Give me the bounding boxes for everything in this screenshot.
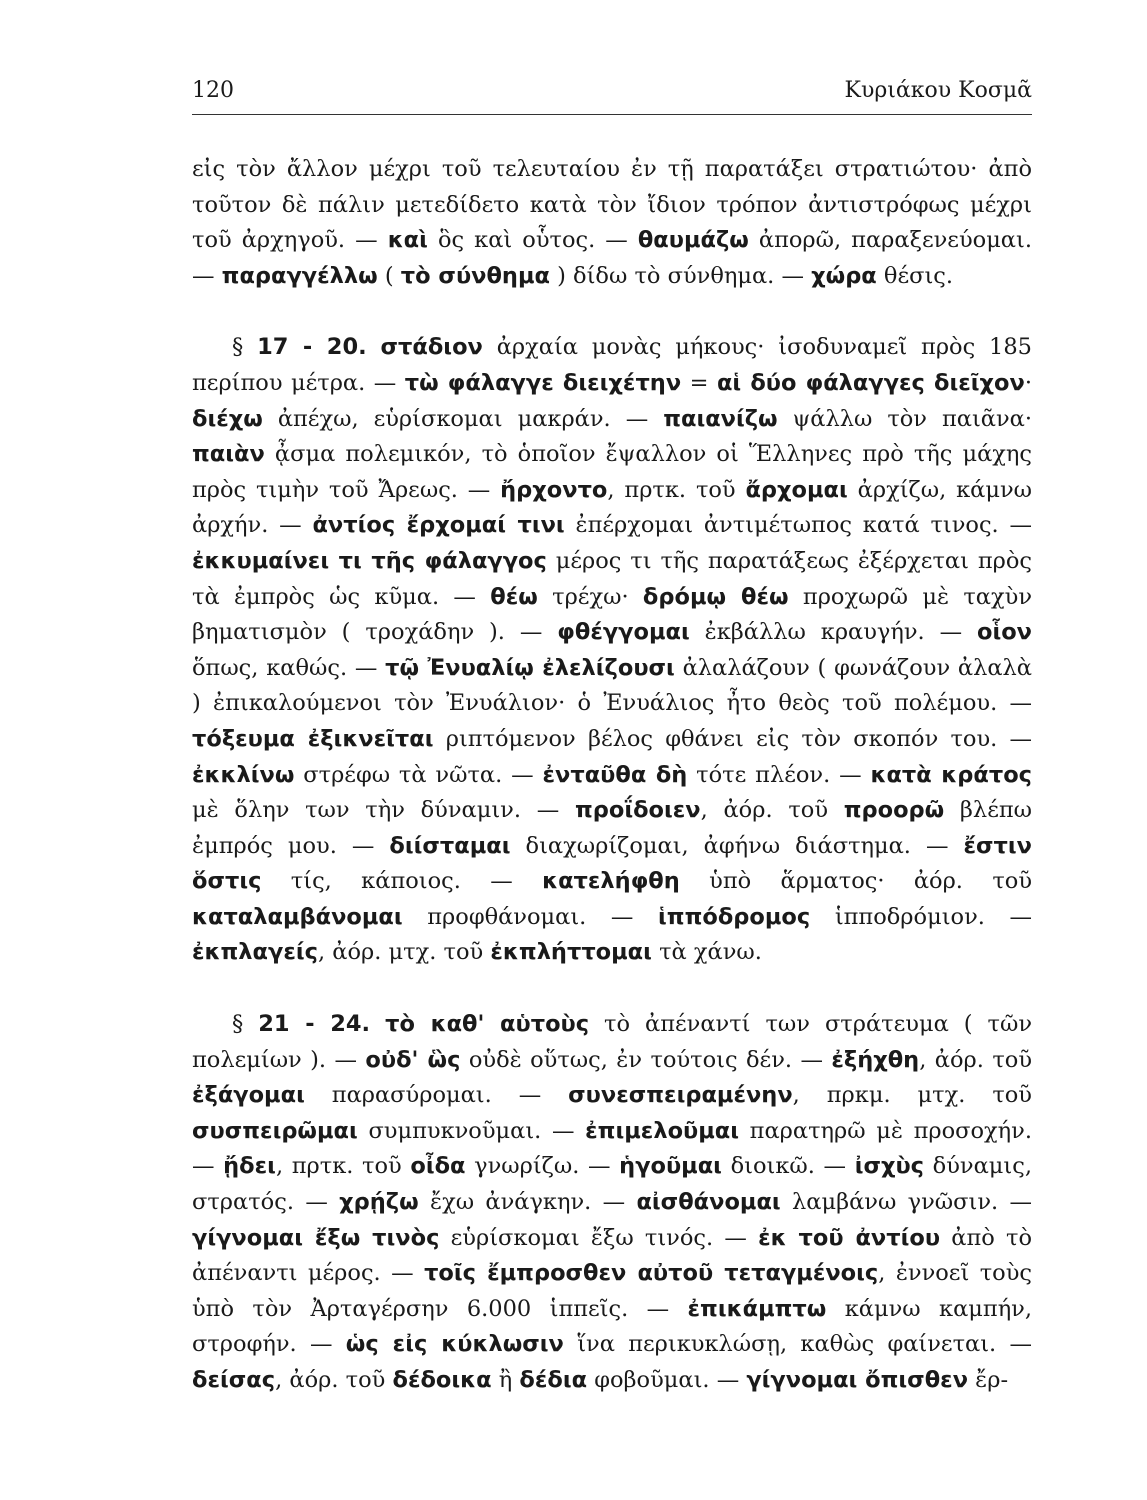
gloss-text: δύναμις, στρατός. — (192, 1153, 1032, 1216)
gloss-text: ἵνα περικυκλώσῃ, καθὼς φαίνεται. — (563, 1331, 1033, 1358)
gloss-text: ἀπέχω, εὑρίσκομαι μακράν. — (262, 405, 664, 432)
gloss-text: , ἀόρ. μτχ. τοῦ (317, 939, 491, 966)
lemma-term: οὐδ' ὣς (365, 1046, 461, 1073)
lemma-term: ἐξάγομαι (192, 1082, 305, 1109)
lemma-term: γίγνομαι ὄπισθεν (746, 1367, 969, 1393)
gloss-text: ὑπὸ ἅρματος· ἀόρ. τοῦ (679, 868, 1032, 895)
lemma-term: 17 - 20. (257, 334, 367, 361)
lemma-term: γίγνομαι ἔξω τινὸς (192, 1224, 440, 1251)
lemma-term: τὸ σύνθημα (400, 262, 550, 289)
gloss-text: ἢ (491, 1367, 520, 1393)
gloss-text: , πρκμ. μτχ. τοῦ (792, 1082, 1032, 1109)
gloss-text: · (1024, 369, 1033, 396)
gloss-text: φοβοῦμαι. — (587, 1367, 747, 1393)
gloss-text: προφθάνομαι. — (402, 903, 659, 930)
gloss-text: διαχωρίζομαι, ἀφήνω διάστημα. — (510, 832, 964, 859)
lemma-term: συσπειρῶμαι (192, 1117, 358, 1144)
gloss-text (367, 334, 381, 360)
lemma-term: παραγγέλλω (221, 262, 378, 289)
gloss-text: § (232, 334, 258, 361)
lemma-term: κατὰ κράτος (870, 761, 1032, 788)
gloss-text: στρέφω τὰ νῶτα. — (294, 761, 543, 788)
lemma-term: δρόμῳ θέω (642, 583, 789, 610)
gloss-text: ἔχω ἀνάγκην. — (418, 1189, 637, 1216)
lemma-term: ἔστιν ὅστις (192, 832, 1032, 895)
gloss-text: ἀπορῶ, παραξενεύομαι. — (192, 227, 1032, 289)
lemma-term: προορῶ (843, 797, 945, 824)
gloss-text: τὸ ἀπέναντί των στράτευμα ( τῶν πολεμίων ). — (192, 1011, 1033, 1073)
gloss-text: μὲ ὅλην των τὴν δύναμιν. — (192, 797, 575, 824)
lemma-term: ἐκκλίνω (192, 761, 295, 788)
lemma-term: καὶ (387, 227, 428, 254)
lemma-term: χρῄζω (339, 1189, 419, 1216)
lemma-term: δέδια (519, 1367, 588, 1393)
gloss-text: , ἀόρ. τοῦ (275, 1367, 393, 1393)
gloss-text: γνωρίζω. — (465, 1153, 620, 1180)
gloss-text: διοικῶ. — (721, 1153, 855, 1180)
gloss-text: , πρτκ. τοῦ (607, 476, 746, 503)
lemma-term: φθέγγομαι (557, 619, 690, 646)
lemma-term: τὸ καθ' αὑτοὺς (385, 1011, 590, 1038)
lemma-term: τῷ Ἐνυαλίῳ ἐλελίζουσι (385, 654, 675, 681)
gloss-text: παρατηρῶ μὲ προσοχήν. — (192, 1117, 1032, 1180)
running-head-title: Κυριάκου Κοσμᾶ (844, 78, 1032, 103)
gloss-text: ἀπὸ τὸ ἀπέναντι μέρος. — (192, 1224, 1033, 1287)
lemma-term: καταλαμβάνομαι (192, 903, 403, 930)
lemma-term: διίσταμαι (389, 832, 511, 859)
lemma-term: ἰσχὺς (854, 1153, 925, 1180)
gloss-text: ᾆσμα πολεμικόν, τὸ ὁποῖον ἔψαλλον οἱ Ἕλληνες πρὸ τῆς μάχης πρὸς τιμὴν τοῦ Ἄρεως. — (192, 441, 1032, 503)
gloss-text: ἀλαλάζουν ( φωνάζουν ἀλαλὰ ) ἐπικαλούμενοι τὸν Ἐνυάλιον· ὁ Ἐνυάλιος ἦτο θεὸς τοῦ πολέμου. — (192, 654, 1033, 717)
lemma-term: ἐπικάμπτω (687, 1295, 827, 1322)
lemma-term: δέδοικα (392, 1367, 492, 1393)
gloss-text: ( (377, 262, 401, 289)
lemma-term: κατελήφθη (542, 868, 680, 895)
lemma-term: ἐκκυμαίνει τι τῆς φάλαγγος (192, 547, 547, 574)
lemma-term: διέχω (192, 405, 263, 432)
lemma-term: ἐνταῦθα δὴ (542, 761, 688, 788)
gloss-text: λαμβάνω γνῶσιν. — (780, 1189, 1032, 1216)
gloss-text: , ἀόρ. τοῦ (700, 797, 844, 824)
gloss-text: = (681, 369, 717, 396)
lemma-term: θέω (490, 583, 538, 610)
lemma-term: ἱππόδρομος (658, 903, 811, 930)
lemma-term: παιανίζω (663, 405, 778, 432)
lemma-term: ἄρχομαι (745, 476, 848, 503)
lemma-term: προΐδοιεν (574, 797, 701, 824)
gloss-text: ἱπποδρόμιον. — (810, 903, 1032, 930)
gloss-text (370, 1011, 385, 1037)
lemma-term: στάδιον (380, 334, 483, 361)
lemma-term: θαυμάζω (637, 227, 749, 254)
gloss-text: ἀρχαία μονὰς μήκους· ἰσοδυναμεῖ πρὸς 185 περίπου μέτρα. — (192, 334, 1032, 396)
lemma-term: ᾔδει (223, 1153, 276, 1180)
gloss-text: τὰ χάνω. (651, 939, 762, 966)
gloss-text: , ἐννοεῖ τοὺς ὑπὸ τὸν Ἀρταγέρσην 6.000 ἱππεῖς. — (192, 1260, 1032, 1322)
gloss-text: εἰς τὸν ἄλλον μέχρι τοῦ τελευταίου ἐν τῇ παρατάξει στρατιώτου· ἀπὸ τοῦτον δὲ πάλιν μετεδίδετο κατὰ τὸν ἴδιον τρόπον ἀντιστρόφως μέχρι τοῦ ἀρχηγοῦ. — (192, 156, 1032, 254)
gloss-text: ὃς καὶ οὗτος. — (427, 227, 638, 254)
lemma-term: ὡς εἰς κύκλωσιν (345, 1331, 564, 1358)
paragraph (192, 330, 1032, 971)
page-body-text (192, 152, 1032, 1399)
gloss-text: εὑρίσκομαι ἔξω τινός. — (439, 1224, 759, 1251)
gloss-text: θέσις. (876, 262, 954, 289)
lemma-term: οἶδα (410, 1153, 466, 1180)
lemma-term: ἐκ τοῦ ἀντίου (758, 1224, 941, 1251)
page-number: 120 (192, 78, 234, 103)
gloss-text: ) δίδω τὸ σύνθημα. — (549, 262, 812, 289)
gloss-text: παρασύρομαι. — (304, 1082, 569, 1109)
lemma-term: οἷον (976, 619, 1032, 646)
gloss-text: ψάλλω τὸν παιᾶνα· (777, 405, 1033, 432)
lemma-term: ἐκπλαγείς (192, 939, 318, 966)
lemma-term: τὼ φάλαγγε διειχέτην (404, 369, 682, 396)
gloss-text: κάμνω καμπήν, στροφήν. — (192, 1295, 1033, 1358)
lemma-term: ἐκπλήττομαι (490, 939, 652, 966)
lemma-term: ἤρχοντο (500, 476, 608, 503)
lemma-term: 21 - 24. (258, 1011, 371, 1038)
lemma-term: ἐπιμελοῦμαι (585, 1117, 739, 1144)
lemma-term: ἀντίος ἔρχομαί τινι (312, 512, 565, 539)
paragraph (192, 1007, 1032, 1399)
gloss-text: § (232, 1011, 259, 1038)
gloss-text: προχωρῶ μὲ ταχὺν βηματισμὸν ( τροχάδην ). — (192, 583, 1032, 646)
lemma-term: τόξευμα ἐξικνεῖται (192, 725, 434, 752)
gloss-text: ριπτόμενον βέλος φθάνει εἰς τὸν σκοπόν του. — (433, 725, 1032, 752)
gloss-text: βλέπω ἐμπρός μου. — (192, 797, 1032, 859)
gloss-text: οὐδὲ οὕτως, ἐν τούτοις δέν. — (460, 1046, 832, 1073)
gloss-text: ὅπως, καθώς. — (192, 654, 386, 681)
gloss-text: ἐκβάλλω κραυγήν. — (689, 619, 977, 646)
gloss-text: , πρτκ. τοῦ (275, 1153, 411, 1180)
lemma-term: αἱ δύο φάλαγγες διεῖχον (716, 369, 1025, 396)
gloss-text: , ἀόρ. τοῦ (919, 1046, 1032, 1073)
lemma-term: χώρα (811, 262, 877, 289)
lemma-term: ἡγοῦμαι (619, 1153, 722, 1180)
gloss-text: ἔρ- (968, 1367, 1009, 1393)
paragraph (192, 152, 1032, 294)
gloss-text: μέρος τι τῆς παρατάξεως ἐξέρχεται πρὸς τὰ ἐμπρὸς ὡς κῦμα. — (192, 547, 1032, 610)
lemma-term: τοῖς ἔμπροσθεν αὐτοῦ τεταγμένοις (424, 1260, 879, 1287)
gloss-text: τίς, κάποιος. — (261, 868, 543, 895)
gloss-text: συμπυκνοῦμαι. — (357, 1117, 586, 1144)
lemma-term: ἐξήχθη (831, 1046, 920, 1073)
gloss-text: ἐπέρχομαι ἀντιμέτωπος κατά τινος. — (564, 512, 1033, 539)
gloss-text: τότε πλέον. — (687, 761, 871, 788)
lemma-term: παιὰν (192, 441, 265, 468)
lemma-term: δείσας (192, 1367, 276, 1393)
gloss-text: τρέχω· (537, 583, 643, 610)
lemma-term: συνεσπειραμένην (568, 1082, 793, 1109)
lemma-term: αἰσθάνομαι (636, 1189, 781, 1216)
gloss-text: ἀρχίζω, κάμνω ἀρχήν. — (192, 476, 1032, 539)
running-header (192, 78, 1032, 115)
